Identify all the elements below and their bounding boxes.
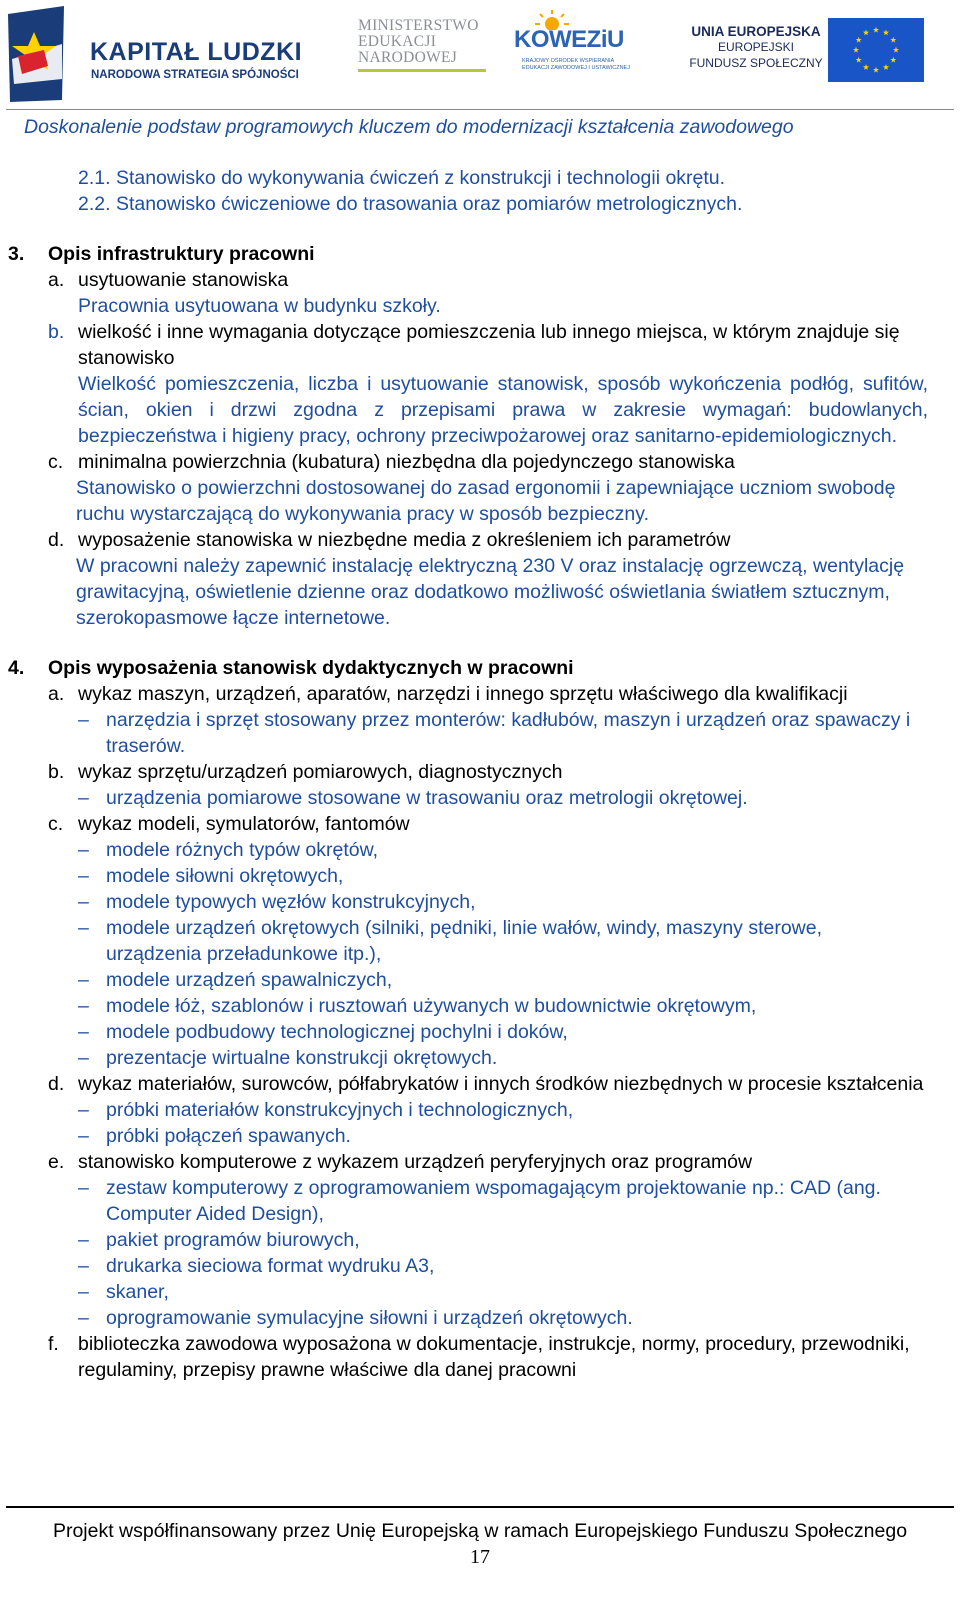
- section-4-group: [0, 1149, 960, 1175]
- section-4-group-text: biblioteczka zawodowa wyposażona w dokumentacje, instrukcje, normy, procedury, przewodniki, regulaminy, przepisy prawne właściwe dla danej pracowni: [78, 1333, 910, 1381]
- section-4-heading: [0, 655, 960, 681]
- list-item: [0, 967, 960, 993]
- section-4-group: [0, 1071, 960, 1097]
- list-item: [0, 1305, 960, 1331]
- list-item: [0, 837, 960, 863]
- dash-bullet: –: [78, 709, 89, 731]
- section-4-group-text: wykaz materiałów, surowców, półfabrykatów i innych środków niezbędnych w procesie kształcenia: [78, 1073, 924, 1095]
- dash-bullet: –: [78, 1229, 89, 1251]
- section-4-group-text: wykaz maszyn, urządzeń, aparatów, narzędzi i innego sprzętu właściwego dla kwalifikacji: [78, 683, 848, 705]
- list-item: [0, 1097, 960, 1123]
- section-4-number: 4.: [8, 657, 25, 679]
- section-3d-marker: d.: [48, 529, 65, 551]
- list-item: [0, 1019, 960, 1045]
- section-3c: [0, 449, 960, 475]
- section-4-group-marker: a.: [48, 683, 65, 705]
- list-item-text: oprogramowanie symulacyjne siłowni i urządzeń okrętowych.: [106, 1307, 633, 1329]
- section-4-group-marker: d.: [48, 1073, 65, 1095]
- men-underline: [358, 69, 486, 72]
- dash-bullet: –: [78, 787, 89, 809]
- kapital-ludzki-subtitle: NARODOWA STRATEGIA SPÓJNOŚCI: [91, 69, 299, 81]
- item-2-1: 2.1. Stanowisko do wykonywania ćwiczeń z konstrukcji i technologii okrętu.: [78, 167, 726, 189]
- dash-bullet: –: [78, 891, 89, 913]
- dash-bullet: –: [78, 1099, 89, 1121]
- section-3-title: Opis infrastruktury pracowni: [48, 243, 315, 265]
- dash-bullet: –: [78, 1281, 89, 1303]
- dash-bullet: –: [78, 969, 89, 991]
- koweziu-sub-1: KRAJOWY OŚRODEK WSPIERANIA: [522, 58, 615, 64]
- section-3-number: 3.: [8, 243, 25, 265]
- ue-line-2: EUROPEJSKI: [717, 40, 795, 54]
- list-item: [0, 707, 960, 759]
- section-4-group-marker: c.: [48, 813, 64, 835]
- kapital-ludzki-title: KAPITAŁ LUDZKI: [90, 38, 303, 66]
- list-item: [0, 1227, 960, 1253]
- list-item: [0, 889, 960, 915]
- list-item-text: modele urządzeń okrętowych (silniki, pędniki, linie wałów, windy, maszyny sterowe, urządzenia przeładunkowe itp.),: [106, 917, 823, 965]
- section-3b-answer: Wielkość pomieszczenia, liczba i usytuowanie stanowisk, sposób wykończenia podłóg, sufitów, ścian, okien i drzwi zgodna z przepisami prawa w zakresie wymagań: budowlanych, bezpieczeństwa i higieny pracy, ochrony przeciwpożarowej oraz sanitarno-epidemiologicznych.: [78, 373, 928, 447]
- list-item: [0, 1279, 960, 1305]
- section-3c-text: minimalna powierzchnia (kubatura) niezbędna dla pojedynczego stanowiska: [78, 451, 735, 473]
- list-item-text: próbki materiałów konstrukcyjnych i technologicznych,: [106, 1099, 574, 1121]
- list-item: [0, 1175, 960, 1227]
- dash-bullet: –: [78, 1177, 89, 1199]
- section-3a-marker: a.: [48, 269, 65, 291]
- men-line-3: NARODOWEJ: [358, 49, 458, 66]
- dash-bullet: –: [78, 1125, 89, 1147]
- section-4-group-text: wykaz sprzętu/urządzeń pomiarowych, diagnostycznych: [78, 761, 563, 783]
- section-3c-marker: c.: [48, 451, 64, 473]
- document-body: [0, 165, 960, 1383]
- men-line-1: MINISTERSTWO: [358, 17, 479, 34]
- list-item-text: drukarka sieciowa format wydruku A3,: [106, 1255, 435, 1277]
- section-3d-text: wyposażenie stanowiska w niezbędne media z określeniem ich parametrów: [78, 529, 731, 551]
- kapital-ludzki-emblem-icon: [4, 4, 84, 104]
- list-item: [0, 863, 960, 889]
- section-3a: [0, 267, 960, 293]
- list-item-text: modele typowych węzłów konstrukcyjnych,: [106, 891, 476, 913]
- koweziu-sub-2: EDUKACJI ZAWODOWEJ I USTAWICZNEJ: [522, 65, 630, 71]
- section-4-group: [0, 811, 960, 837]
- koweziu-logo: [514, 14, 640, 84]
- section-4-group-marker: e.: [48, 1151, 65, 1173]
- list-item-text: prezentacje wirtualne konstrukcji okrętowych.: [106, 1047, 498, 1069]
- ministerstwo-logo: [358, 18, 498, 72]
- section-3b: [0, 319, 960, 371]
- koweziu-subtitle: [522, 58, 630, 72]
- header-divider: [6, 109, 954, 110]
- dash-bullet: –: [78, 1307, 89, 1329]
- list-item-text: modele łóż, szablonów i rusztowań używanych w budownictwie okrętowym,: [106, 995, 757, 1017]
- list-item: [0, 1045, 960, 1071]
- document-header-title: Doskonalenie podstaw programowych kluczem do modernizacji kształcenia zawodowego: [24, 116, 794, 138]
- men-line-2: EDUKACJI: [358, 33, 437, 50]
- section-4-group-marker: b.: [48, 761, 65, 783]
- section-4-group-marker: f.: [48, 1333, 59, 1355]
- list-item: [0, 993, 960, 1019]
- list-item-text: zestaw komputerowy z oprogramowaniem wspomagającym projektowanie np.: CAD (ang. Computer Aided Design),: [106, 1177, 881, 1225]
- dash-bullet: –: [78, 1047, 89, 1069]
- unia-europejska-logo: [686, 24, 826, 71]
- kapital-ludzki-logo: [4, 4, 324, 104]
- dash-bullet: –: [78, 995, 89, 1017]
- section-3b-text: wielkość i inne wymagania dotyczące pomieszczenia lub innego miejsca, w którym znajduje się stanowisko: [78, 321, 900, 369]
- section-4-group-text: stanowisko komputerowe z wykazem urządzeń peryferyjnych oraz programów: [78, 1151, 753, 1173]
- section-4-title: Opis wyposażenia stanowisk dydaktycznych w pracowni: [48, 657, 574, 679]
- eu-flag-icon: [828, 18, 924, 82]
- list-item: [0, 1123, 960, 1149]
- dash-bullet: –: [78, 917, 89, 939]
- page-number: 17: [470, 1546, 490, 1568]
- list-item-text: próbki połączeń spawanych.: [106, 1125, 351, 1147]
- section-4-group: [0, 681, 960, 707]
- footer-text: Projekt współfinansowany przez Unię Europejską w ramach Europejskiego Funduszu Społecznego: [52, 1520, 908, 1542]
- section-3c-answer: Stanowisko o powierzchni dostosowanej do zasad ergonomii i zapewniające uczniom swobodę ruchu wystarczającą do wykonywania pracy w sposób bezpieczny.: [76, 477, 896, 525]
- list-item: [0, 1253, 960, 1279]
- section-3d-answer: W pracowni należy zapewnić instalację elektryczną 230 V oraz instalację ogrzewczą, wentylację grawitacyjną, oświetlenie dzienne oraz dodatkowo możliwość oświetlania światłem sztucznym, szerokopasmowe łącze internetowe.: [76, 555, 905, 629]
- dash-bullet: –: [78, 839, 89, 861]
- list-item-text: modele siłowni okrętowych,: [106, 865, 344, 887]
- section-3a-answer: Pracownia usytuowana w budynku szkoły.: [78, 295, 441, 317]
- list-item-text: narzędzia i sprzęt stosowany przez monterów: kadłubów, maszyn i urządzeń oraz spawaczy i traserów.: [106, 709, 911, 757]
- section-3d: [0, 527, 960, 553]
- section-4-group-text: wykaz modeli, symulatorów, fantomów: [78, 813, 410, 835]
- section-3b-marker: b.: [48, 321, 65, 343]
- list-item-text: modele różnych typów okrętów,: [106, 839, 379, 861]
- section-3a-text: usytuowanie stanowiska: [78, 269, 289, 291]
- dash-bullet: –: [78, 1255, 89, 1277]
- list-item-text: modele urządzeń spawalniczych,: [106, 969, 393, 991]
- dash-bullet: –: [78, 1021, 89, 1043]
- section-4-group: [0, 1331, 960, 1383]
- ue-line-1: UNIA EUROPEJSKA: [691, 24, 821, 39]
- header-logos: [0, 0, 960, 108]
- list-item: [0, 785, 960, 811]
- footer-divider: [6, 1506, 954, 1508]
- section-4-groups: [0, 681, 960, 1383]
- ue-line-3: FUNDUSZ SPOŁECZNY: [689, 56, 823, 70]
- list-item-text: urządzenia pomiarowe stosowane w trasowaniu oraz metrologii okrętowej.: [106, 787, 748, 809]
- list-item-text: modele podbudowy technologicznej pochylni i doków,: [106, 1021, 568, 1043]
- list-item-text: pakiet programów biurowych,: [106, 1229, 360, 1251]
- list-item-text: skaner,: [106, 1281, 169, 1303]
- item-2-2: 2.2. Stanowisko ćwiczeniowe do trasowania oraz pomiarów metrologicznych.: [78, 193, 743, 215]
- section-4-group: [0, 759, 960, 785]
- dash-bullet: –: [78, 865, 89, 887]
- koweziu-title: KOWEZiU: [514, 26, 624, 53]
- list-item: [0, 915, 960, 967]
- section-3-heading: [0, 241, 960, 267]
